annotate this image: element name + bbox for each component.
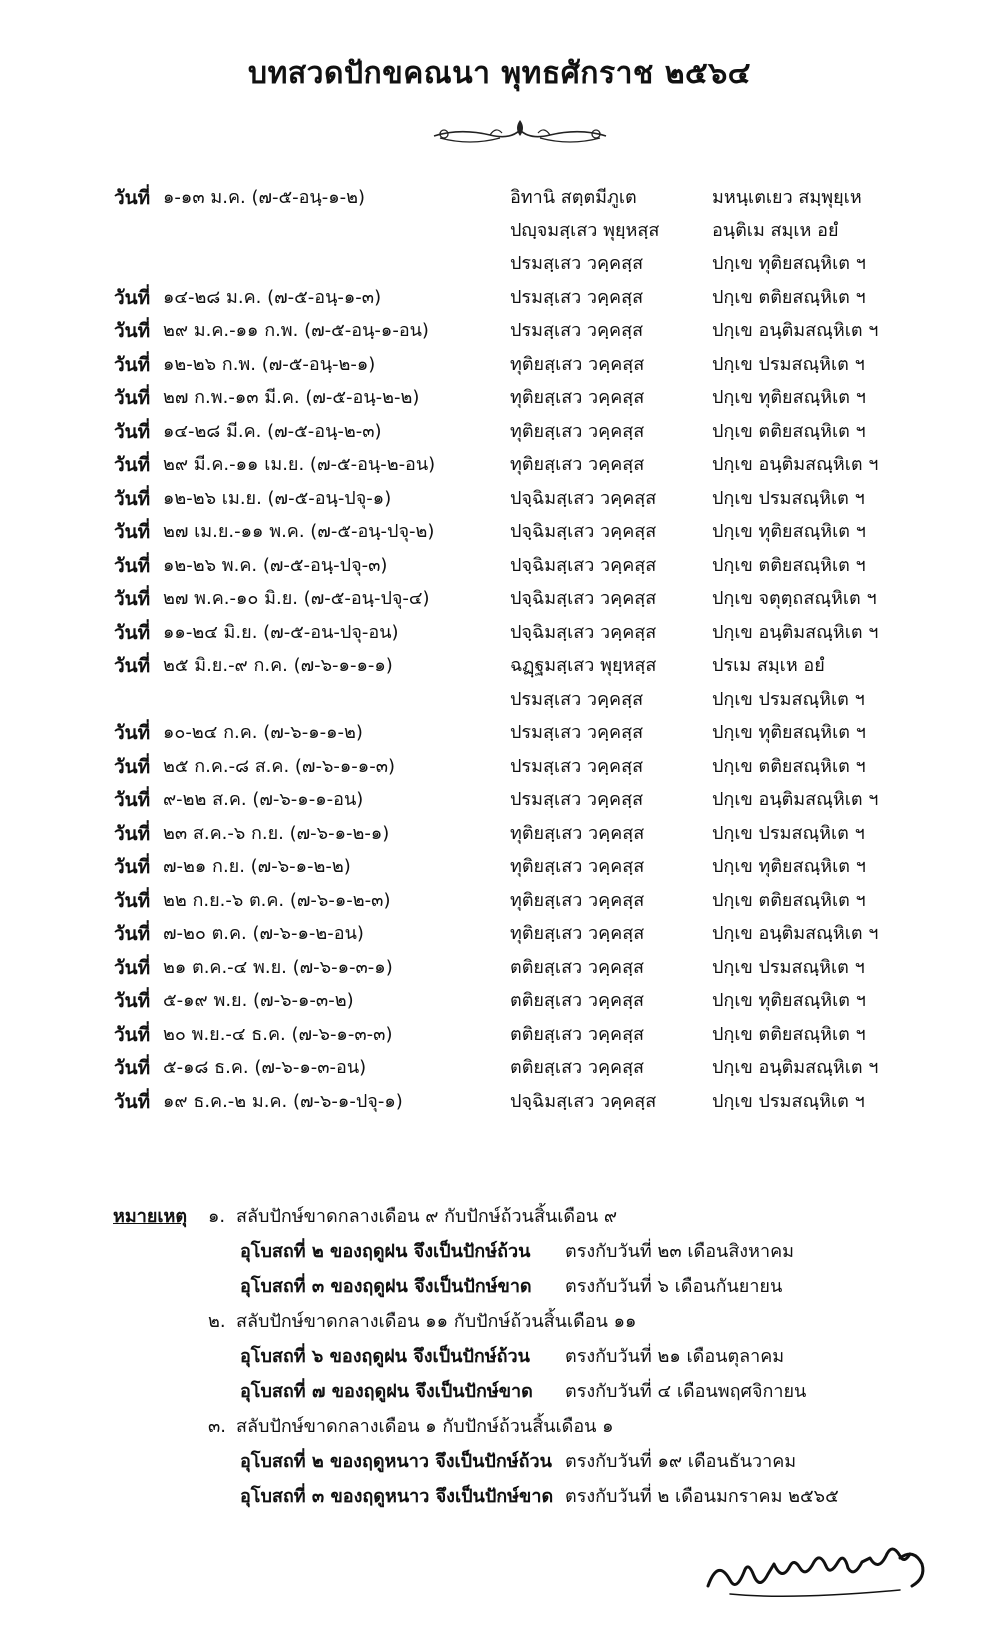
note-text: สลับปักษ์ขาดกลางเดือน ๑๑ กับปักษ์ถ้วนสิ้นเดือน ๑๑ (236, 1311, 637, 1332)
verse-part-1: ทุติยสฺเสว วคฺคสฺส (510, 387, 645, 408)
verse-part-2: ปกฺเข ตติยสณฺหิเต ฯ (712, 421, 866, 442)
verse-part-2: ปกฺเข ทุติยสณฺหิเต ฯ (712, 387, 866, 408)
day-label: วันที่ (114, 722, 151, 744)
verse-part-1: ปรมสฺเสว วคฺคสฺส (510, 320, 644, 341)
verse-part-2: ปกฺเข ปรมสณฺหิเต ฯ (712, 488, 865, 509)
date-range: ๕-๑๙ พ.ย. (๗-๖-๑-๓-๒) (163, 990, 354, 1011)
verse-part-2: ปกฺเข อนฺติมสณฺหิเต ฯ (712, 1057, 879, 1078)
date-range: ๑๒-๒๖ ก.พ. (๗-๕-อนฺ-๒-๑) (163, 354, 376, 375)
day-label: วันที่ (114, 957, 151, 979)
verse-part-1: ปรมสฺเสว วคฺคสฺส (510, 287, 644, 308)
verse-part-2: ปกฺเข ตติยสณฺหิเต ฯ (712, 756, 866, 777)
verse-part-2: ปกฺเข ตติยสณฺหิเต ฯ (712, 555, 866, 576)
verse-part-2: ปกฺเข ทุติยสณฺหิเต ฯ (712, 990, 866, 1011)
verse-part-1: ปจฺฉิมสฺเสว วคฺคสฺส (510, 521, 657, 542)
day-label: วันที่ (114, 789, 151, 811)
note-line-bold: อุโบสถที่ ๖ ของฤดูฝน จึงเป็นปักษ์ถ้วน (240, 1346, 530, 1367)
day-label: วันที่ (114, 856, 151, 878)
verse-part-2: มหนฺเตเยว สมฺพุยฺเห (712, 187, 862, 208)
verse-part-1: ปญฺจมสฺเสว พุยฺหสฺส (510, 220, 660, 241)
verse-part-1: ปจฺฉิมสฺเสว วคฺคสฺส (510, 488, 657, 509)
date-range: ๑๔-๒๘ มี.ค. (๗-๕-อนฺ-๒-๓) (163, 421, 382, 442)
date-range: ๙-๒๒ ส.ค. (๗-๖-๑-๑-อน) (163, 789, 364, 810)
notes-label: หมายเหตุ (113, 1206, 188, 1227)
flourish-ornament-icon (430, 116, 610, 150)
verse-part-2: ปกฺเข ปรมสณฺหิเต ฯ (712, 957, 865, 978)
verse-part-1: ปจฺฉิมสฺเสว วคฺคสฺส (510, 555, 657, 576)
verse-part-1: ปรมสฺเสว วคฺคสฺส (510, 789, 644, 810)
note-text: สลับปักษ์ขาดกลางเดือน ๑ กับปักษ์ถ้วนสิ้นเดือน ๑ (236, 1416, 614, 1437)
note-line-bold: อุโบสถที่ ๒ ของฤดูฝน จึงเป็นปักษ์ถ้วน (240, 1241, 531, 1262)
note-line-bold: อุโบสถที่ ๓ ของฤดูฝน จึงเป็นปักษ์ขาด (240, 1276, 532, 1297)
date-range: ๒๗ เม.ย.-๑๑ พ.ค. (๗-๕-อนฺ-ปจุ-๒) (163, 521, 435, 542)
date-range: ๒๕ มิ.ย.-๙ ก.ค. (๗-๖-๑-๑-๑) (163, 655, 393, 676)
note-line-rest: ตรงกับวันที่ ๒๓ เดือนสิงหาคม (565, 1241, 794, 1262)
date-range: ๑-๑๓ ม.ค. (๗-๕-อนฺ-๑-๒) (163, 187, 366, 208)
day-label: วันที่ (114, 1024, 151, 1046)
date-range: ๑๐-๒๔ ก.ค. (๗-๖-๑-๑-๒) (163, 722, 363, 743)
day-label: วันที่ (114, 287, 151, 309)
date-range: ๒๓ ส.ค.-๖ ก.ย. (๗-๖-๑-๒-๑) (163, 823, 390, 844)
note-line-bold: อุโบสถที่ ๒ ของฤดูหนาว จึงเป็นปักษ์ถ้วน (240, 1451, 552, 1472)
day-label: วันที่ (114, 488, 151, 510)
day-label: วันที่ (114, 1057, 151, 1079)
date-range: ๒๗ พ.ค.-๑๐ มิ.ย. (๗-๕-อนฺ-ปจุ-๔) (163, 588, 430, 609)
day-label: วันที่ (114, 622, 151, 644)
verse-part-1: ทุติยสฺเสว วคฺคสฺส (510, 823, 645, 844)
verse-part-2: ปกฺเข อนฺติมสณฺหิเต ฯ (712, 622, 879, 643)
date-range: ๒๙ มี.ค.-๑๑ เม.ย. (๗-๕-อนฺ-๒-อน) (163, 454, 436, 475)
verse-part-2: ปกฺเข ปรมสณฺหิเต ฯ (712, 1091, 865, 1112)
day-label: วันที่ (114, 1091, 151, 1113)
verse-part-1: ตติยสฺเสว วคฺคสฺส (510, 1024, 645, 1045)
note-number: ๑. (208, 1206, 226, 1227)
note-line-rest: ตรงกับวันที่ ๑๙ เดือนธันวาคม (565, 1451, 797, 1472)
verse-part-1: ตติยสฺเสว วคฺคสฺส (510, 990, 645, 1011)
date-range: ๑๙ ธ.ค.-๒ ม.ค. (๗-๖-๑-ปจุ-๑) (163, 1091, 403, 1112)
note-line-bold: อุโบสถที่ ๗ ของฤดูฝน จึงเป็นปักษ์ขาด (240, 1381, 533, 1402)
note-line-rest: ตรงกับวันที่ ๒ เดือนมกราคม ๒๕๖๕ (565, 1486, 839, 1507)
verse-part-2: อนฺติเม สมฺเห อยํ (712, 220, 839, 241)
verse-part-1: ทุติยสฺเสว วคฺคสฺส (510, 421, 645, 442)
verse-part-1: ฉฏฺฐมสฺเสว พุยฺหสฺส (510, 655, 657, 676)
date-range: ๑๑-๒๔ มิ.ย. (๗-๕-อน-ปจุ-อน) (163, 622, 399, 643)
day-label: วันที่ (114, 320, 151, 342)
day-label: วันที่ (114, 923, 151, 945)
verse-part-2: ปกฺเข อนฺติมสณฺหิเต ฯ (712, 923, 879, 944)
verse-part-2: ปกฺเข ทุติยสณฺหิเต ฯ (712, 521, 866, 542)
date-range: ๒๒ ก.ย.-๖ ต.ค. (๗-๖-๑-๒-๓) (163, 890, 391, 911)
date-range: ๒๕ ก.ค.-๘ ส.ค. (๗-๖-๑-๑-๓) (163, 756, 396, 777)
day-label: วันที่ (114, 588, 151, 610)
verse-part-1: ทุติยสฺเสว วคฺคสฺส (510, 890, 645, 911)
day-label: วันที่ (114, 990, 151, 1012)
note-number: ๒. (208, 1311, 226, 1332)
verse-part-2: ปกฺเข ตติยสณฺหิเต ฯ (712, 890, 866, 911)
day-label: วันที่ (114, 655, 151, 677)
verse-part-2: ปกฺเข ตติยสณฺหิเต ฯ (712, 1024, 866, 1045)
page-title: บทสวดปักขคณนา พุทธศักราช ๒๕๖๔ (248, 56, 751, 91)
date-range: ๑๔-๒๘ ม.ค. (๗-๕-อนฺ-๑-๓) (163, 287, 382, 308)
verse-part-2: ปกฺเข อนฺติมสณฺหิเต ฯ (712, 320, 879, 341)
day-label: วันที่ (114, 890, 151, 912)
day-label: วันที่ (114, 521, 151, 543)
verse-part-2: ปกฺเข ทุติยสณฺหิเต ฯ (712, 856, 866, 877)
verse-part-1: ปจฺฉิมสฺเสว วคฺคสฺส (510, 622, 657, 643)
note-line-rest: ตรงกับวันที่ ๒๑ เดือนตุลาคม (565, 1346, 785, 1367)
date-range: ๗-๒๑ ก.ย. (๗-๖-๑-๒-๒) (163, 856, 351, 877)
verse-part-1: ทุติยสฺเสว วคฺคสฺส (510, 454, 645, 475)
verse-part-2: ปรเม สมฺเห อยํ (712, 655, 825, 676)
verse-part-2: ปกฺเข ทุติยสณฺหิเต ฯ (712, 253, 866, 274)
date-range: ๑๒-๒๖ เม.ย. (๗-๕-อนฺ-ปจุ-๑) (163, 488, 392, 509)
verse-part-1: ตติยสฺเสว วคฺคสฺส (510, 1057, 645, 1078)
date-range: ๒๗ ก.พ.-๑๓ มี.ค. (๗-๕-อนฺ-๒-๒) (163, 387, 420, 408)
note-text: สลับปักษ์ขาดกลางเดือน ๙ กับปักษ์ถ้วนสิ้นเดือน ๙ (236, 1206, 618, 1227)
day-label: วันที่ (114, 454, 151, 476)
note-line-rest: ตรงกับวันที่ ๔ เดือนพฤศจิกายน (565, 1381, 807, 1402)
note-number: ๓. (208, 1416, 227, 1437)
verse-part-2: ปกฺเข ปรมสณฺหิเต ฯ (712, 689, 865, 710)
handwritten-signature-icon (700, 1538, 940, 1608)
verse-part-1: ทุติยสฺเสว วคฺคสฺส (510, 354, 645, 375)
verse-part-2: ปกฺเข อนฺติมสณฺหิเต ฯ (712, 789, 879, 810)
verse-part-1: ปจฺฉิมสฺเสว วคฺคสฺส (510, 588, 657, 609)
verse-part-1: ทุติยสฺเสว วคฺคสฺส (510, 923, 645, 944)
date-range: ๒๐ พ.ย.-๔ ธ.ค. (๗-๖-๑-๓-๓) (163, 1024, 393, 1045)
note-line-bold: อุโบสถที่ ๓ ของฤดูหนาว จึงเป็นปักษ์ขาด (240, 1486, 554, 1507)
verse-part-1: ปรมสฺเสว วคฺคสฺส (510, 253, 644, 274)
verse-part-2: ปกฺเข ปรมสณฺหิเต ฯ (712, 823, 865, 844)
date-range: ๒๑ ต.ค.-๔ พ.ย. (๗-๖-๑-๓-๑) (163, 957, 393, 978)
day-label: วันที่ (114, 756, 151, 778)
day-label: วันที่ (114, 354, 151, 376)
verse-part-2: ปกฺเข ตติยสณฺหิเต ฯ (712, 287, 866, 308)
day-label: วันที่ (114, 823, 151, 845)
date-range: ๕-๑๘ ธ.ค. (๗-๖-๑-๓-อน) (163, 1057, 367, 1078)
date-range: ๒๙ ม.ค.-๑๑ ก.พ. (๗-๕-อนฺ-๑-อน) (163, 320, 429, 341)
verse-part-1: ปรมสฺเสว วคฺคสฺส (510, 722, 644, 743)
verse-part-2: ปกฺเข ปรมสณฺหิเต ฯ (712, 354, 865, 375)
date-range: ๑๒-๒๖ พ.ค. (๗-๕-อนฺ-ปจุ-๓) (163, 555, 388, 576)
note-line-rest: ตรงกับวันที่ ๖ เดือนกันยายน (565, 1276, 783, 1297)
day-label: วันที่ (114, 421, 151, 443)
verse-part-1: ทุติยสฺเสว วคฺคสฺส (510, 856, 645, 877)
verse-part-1: ปจฺฉิมสฺเสว วคฺคสฺส (510, 1091, 657, 1112)
day-label: วันที่ (114, 555, 151, 577)
date-range: ๗-๒๐ ต.ค. (๗-๖-๑-๒-อน) (163, 923, 364, 944)
verse-part-2: ปกฺเข อนฺติมสณฺหิเต ฯ (712, 454, 879, 475)
verse-part-2: ปกฺเข จตุตฺถสณฺหิเต ฯ (712, 588, 877, 609)
verse-part-2: ปกฺเข ทุติยสณฺหิเต ฯ (712, 722, 866, 743)
verse-part-1: ปรมสฺเสว วคฺคสฺส (510, 756, 644, 777)
verse-part-1: ตติยสฺเสว วคฺคสฺส (510, 957, 645, 978)
day-label: วันที่ (114, 387, 151, 409)
verse-part-1: อิทานิ สตฺตมีภูเต (510, 187, 637, 208)
day-label: วันที่ (114, 187, 151, 209)
verse-part-1: ปรมสฺเสว วคฺคสฺส (510, 689, 644, 710)
